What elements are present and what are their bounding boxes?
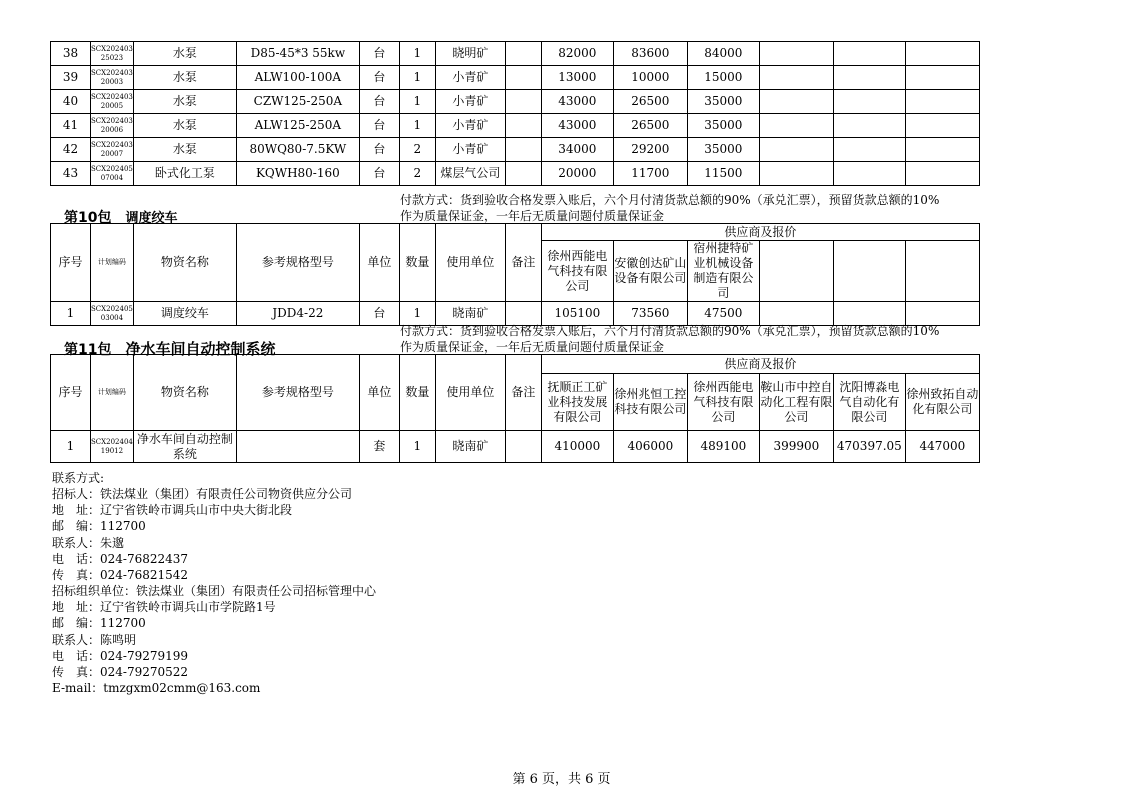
price-1: 82000 xyxy=(541,42,613,66)
item-note xyxy=(505,42,541,66)
supplier-name-6 xyxy=(905,241,979,302)
price-6: 447000 xyxy=(905,431,979,463)
item-qty: 1 xyxy=(399,114,435,138)
contact-line: 邮 编：112700 xyxy=(52,616,146,631)
item-note xyxy=(505,90,541,114)
item-note xyxy=(505,431,541,463)
price-2: 26500 xyxy=(613,114,687,138)
contact-line: E-mail：tmzgxm02cmm@163.com xyxy=(52,681,261,696)
item-spec: 80WQ80-7.5KW xyxy=(236,138,359,162)
table-row xyxy=(51,66,980,90)
price-4: 399900 xyxy=(759,431,833,463)
contact-line: 地 址：辽宁省铁岭市调兵山市学院路1号 xyxy=(52,600,276,615)
plan-code-part2: 07004 xyxy=(100,173,124,182)
item-user: 小青矿 xyxy=(435,66,505,90)
item-spec: D85-45*3 55kw xyxy=(236,42,359,66)
item-user: 晓南矿 xyxy=(435,302,505,326)
item-name: 净水车间自动控制系统 xyxy=(133,431,236,463)
contact-line: 联系人：朱邈 xyxy=(52,535,125,550)
price-5 xyxy=(833,138,905,162)
price-1: 43000 xyxy=(541,90,613,114)
item-spec: KQWH80-160 xyxy=(236,162,359,186)
supplier-name-1: 徐州西能电气科技有限公司 xyxy=(541,241,613,302)
price-3: 489100 xyxy=(687,431,759,463)
item-note xyxy=(505,66,541,90)
header-user: 使用单位 xyxy=(435,224,505,302)
row-number: 42 xyxy=(51,138,91,162)
price-6 xyxy=(905,162,979,186)
item-unit: 台 xyxy=(359,66,399,90)
price-5 xyxy=(833,66,905,90)
price-2: 29200 xyxy=(613,138,687,162)
price-3: 11500 xyxy=(687,162,759,186)
row-number: 41 xyxy=(51,114,91,138)
price-4 xyxy=(759,90,833,114)
item-name: 卧式化工泵 xyxy=(133,162,236,186)
item-name: 水泵 xyxy=(133,138,236,162)
page-footer: 第 6 页，共 6 页 xyxy=(512,772,611,787)
item-unit: 台 xyxy=(359,302,399,326)
plan-code-part2: 25023 xyxy=(100,53,124,62)
contact-line: 联系方式: xyxy=(52,471,105,485)
contact-line: 电 话：024-79279199 xyxy=(52,648,189,663)
price-1: 13000 xyxy=(541,66,613,90)
table-row xyxy=(51,302,980,326)
item-spec: ALW125-250A xyxy=(236,114,359,138)
header-plan-code: 计划编码 xyxy=(91,224,134,302)
package11-payment xyxy=(400,323,980,355)
price-5 xyxy=(833,302,905,326)
plan-code-part1: SCX202405 xyxy=(91,304,133,313)
package10-payment-line1: 付款方式：货到验收合格发票入账后，六个月付清货款总额的90%（承兑汇票），预留货款总额的10% xyxy=(400,193,940,207)
supplier-name-6: 徐州致拓自动化有限公司 xyxy=(905,374,979,431)
plan-code-part2: 20006 xyxy=(100,125,124,134)
item-spec: CZW125-250A xyxy=(236,90,359,114)
header-plan-code: 计划编码 xyxy=(91,355,134,431)
supplier-name-5: 沈阳博淼电气自动化有限公司 xyxy=(833,374,905,431)
contact-line: 联系人：陈鸣明 xyxy=(52,632,137,647)
package10-table xyxy=(50,223,980,326)
header-unit: 单位 xyxy=(359,355,399,431)
price-2: 26500 xyxy=(613,90,687,114)
package11-payment-line2: 作为质量保证金，一年后无质量问题付质量保证金 xyxy=(400,340,665,354)
row-number: 1 xyxy=(51,431,91,463)
item-note xyxy=(505,138,541,162)
item-unit: 台 xyxy=(359,138,399,162)
plan-code-cell xyxy=(91,42,134,66)
contact-line: 招标组织单位：铁法煤业（集团）有限责任公司招标管理中心 xyxy=(52,584,377,599)
plan-code-cell xyxy=(91,302,134,326)
price-1: 20000 xyxy=(541,162,613,186)
price-1: 105100 xyxy=(541,302,613,326)
price-1: 34000 xyxy=(541,138,613,162)
table-row xyxy=(51,138,980,162)
item-qty: 2 xyxy=(399,162,435,186)
plan-code-cell xyxy=(91,90,134,114)
price-4 xyxy=(759,302,833,326)
price-6 xyxy=(905,114,979,138)
plan-code-part1: SCX202403 xyxy=(91,68,133,77)
header-no: 序号 xyxy=(51,355,91,431)
item-unit: 套 xyxy=(359,431,399,463)
header-unit: 单位 xyxy=(359,224,399,302)
supplier-name-3: 徐州西能电气科技有限公司 xyxy=(687,374,759,431)
header-spec: 参考规格型号 xyxy=(236,355,359,431)
table-row xyxy=(51,431,980,463)
price-6 xyxy=(905,66,979,90)
plan-code-part1: SCX202403 xyxy=(91,92,133,101)
item-qty: 1 xyxy=(399,302,435,326)
price-3: 35000 xyxy=(687,138,759,162)
package10-payment-line2: 作为质量保证金，一年后无质量问题付质量保证金 xyxy=(400,209,665,223)
price-4 xyxy=(759,114,833,138)
plan-code-cell xyxy=(91,66,134,90)
package10-name: 调度绞车 xyxy=(125,211,178,226)
header-item-name: 物资名称 xyxy=(133,355,236,431)
item-note xyxy=(505,302,541,326)
price-2: 83600 xyxy=(613,42,687,66)
item-name: 水泵 xyxy=(133,90,236,114)
item-user: 小青矿 xyxy=(435,90,505,114)
table-row xyxy=(51,42,980,66)
header-supplier-group: 供应商及报价 xyxy=(541,355,979,374)
price-3: 15000 xyxy=(687,66,759,90)
row-number: 38 xyxy=(51,42,91,66)
plan-code-part1: SCX202405 xyxy=(91,164,133,173)
contact-line: 招标人：铁法煤业（集团）有限责任公司物资供应分公司 xyxy=(52,487,353,502)
table-row xyxy=(51,90,980,114)
price-2: 11700 xyxy=(613,162,687,186)
header-spec: 参考规格型号 xyxy=(236,224,359,302)
header-item-name: 物资名称 xyxy=(133,224,236,302)
contact-line: 电 话：024-76822437 xyxy=(52,551,189,566)
contact-line: 传 真：024-76821542 xyxy=(52,567,189,582)
plan-code-part1: SCX202404 xyxy=(91,437,133,446)
header-note: 备注 xyxy=(505,355,541,431)
item-unit: 台 xyxy=(359,114,399,138)
price-5: 470397.05 xyxy=(833,431,905,463)
package11-table xyxy=(50,354,980,463)
header-supplier-group: 供应商及报价 xyxy=(541,224,979,241)
contact-line: 邮 编：112700 xyxy=(52,519,146,534)
item-user: 小青矿 xyxy=(435,114,505,138)
table-row xyxy=(51,114,980,138)
item-qty: 1 xyxy=(399,66,435,90)
supplier-name-4 xyxy=(759,241,833,302)
plan-code-part2: 20005 xyxy=(100,101,124,110)
plan-code-part1: SCX202403 xyxy=(91,116,133,125)
price-3: 35000 xyxy=(687,114,759,138)
item-name: 水泵 xyxy=(133,66,236,90)
table-row xyxy=(51,162,980,186)
plan-code-part2: 20003 xyxy=(100,77,124,86)
contact-line: 传 真：024-79270522 xyxy=(52,664,189,679)
item-user: 晓明矿 xyxy=(435,42,505,66)
item-unit: 台 xyxy=(359,162,399,186)
supplier-name-4: 鞍山市中控自动化工程有限公司 xyxy=(759,374,833,431)
price-4 xyxy=(759,162,833,186)
package11-name: 净水车间自动控制系统 xyxy=(125,340,276,358)
price-4 xyxy=(759,42,833,66)
supplier-name-2: 安徽创达矿山设备有限公司 xyxy=(613,241,687,302)
supplier-name-5 xyxy=(833,241,905,302)
item-user: 小青矿 xyxy=(435,138,505,162)
plan-code-part2: 20007 xyxy=(100,149,124,158)
price-3: 47500 xyxy=(687,302,759,326)
row-number: 1 xyxy=(51,302,91,326)
contact-line: 地 址：辽宁省铁岭市调兵山市中央大街北段 xyxy=(52,503,293,518)
header-qty: 数量 xyxy=(399,355,435,431)
contact-info xyxy=(52,470,376,696)
price-4 xyxy=(759,66,833,90)
item-unit: 台 xyxy=(359,90,399,114)
plan-code-cell xyxy=(91,138,134,162)
plan-code-cell xyxy=(91,114,134,138)
plan-code-cell xyxy=(91,431,134,463)
row-number: 40 xyxy=(51,90,91,114)
package10-payment xyxy=(400,192,980,224)
table-header-row xyxy=(51,224,980,241)
plan-code-part2: 19012 xyxy=(100,446,124,455)
item-qty: 1 xyxy=(399,90,435,114)
item-name: 水泵 xyxy=(133,42,236,66)
price-6 xyxy=(905,302,979,326)
price-2: 10000 xyxy=(613,66,687,90)
item-note xyxy=(505,162,541,186)
package11-label: 第11包 xyxy=(64,342,112,358)
header-qty: 数量 xyxy=(399,224,435,302)
item-user: 煤层气公司 xyxy=(435,162,505,186)
price-2: 73560 xyxy=(613,302,687,326)
item-spec xyxy=(236,431,359,463)
price-5 xyxy=(833,114,905,138)
row-number: 39 xyxy=(51,66,91,90)
item-user: 晓南矿 xyxy=(435,431,505,463)
top-items-table xyxy=(50,41,980,186)
item-unit: 台 xyxy=(359,42,399,66)
plan-code-part2: 03004 xyxy=(100,313,124,322)
item-spec: JDD4-22 xyxy=(236,302,359,326)
price-1: 43000 xyxy=(541,114,613,138)
supplier-name-3: 宿州捷特矿业机械设备制造有限公司 xyxy=(687,241,759,302)
price-5 xyxy=(833,90,905,114)
item-name: 调度绞车 xyxy=(133,302,236,326)
item-note xyxy=(505,114,541,138)
price-5 xyxy=(833,42,905,66)
price-6 xyxy=(905,42,979,66)
price-1: 410000 xyxy=(541,431,613,463)
supplier-name-1: 抚顺正工矿业科技发展有限公司 xyxy=(541,374,613,431)
item-qty: 2 xyxy=(399,138,435,162)
header-no: 序号 xyxy=(51,224,91,302)
row-number: 43 xyxy=(51,162,91,186)
price-3: 35000 xyxy=(687,90,759,114)
plan-code-part1: SCX202403 xyxy=(91,140,133,149)
item-qty: 1 xyxy=(399,42,435,66)
table-header-row xyxy=(51,355,980,374)
price-6 xyxy=(905,90,979,114)
item-qty: 1 xyxy=(399,431,435,463)
package10-label: 第10包 xyxy=(64,210,112,226)
price-4 xyxy=(759,138,833,162)
price-2: 406000 xyxy=(613,431,687,463)
plan-code-cell xyxy=(91,162,134,186)
price-6 xyxy=(905,138,979,162)
price-3: 84000 xyxy=(687,42,759,66)
package11-payment-line1: 付款方式：货到验收合格发票入账后，六个月付清货款总额的90%（承兑汇票），预留货款总额的10% xyxy=(400,324,940,338)
price-5 xyxy=(833,162,905,186)
item-spec: ALW100-100A xyxy=(236,66,359,90)
header-note: 备注 xyxy=(505,224,541,302)
item-name: 水泵 xyxy=(133,114,236,138)
supplier-name-2: 徐州兆恒工控科技有限公司 xyxy=(613,374,687,431)
header-user: 使用单位 xyxy=(435,355,505,431)
plan-code-part1: SCX202403 xyxy=(91,44,133,53)
